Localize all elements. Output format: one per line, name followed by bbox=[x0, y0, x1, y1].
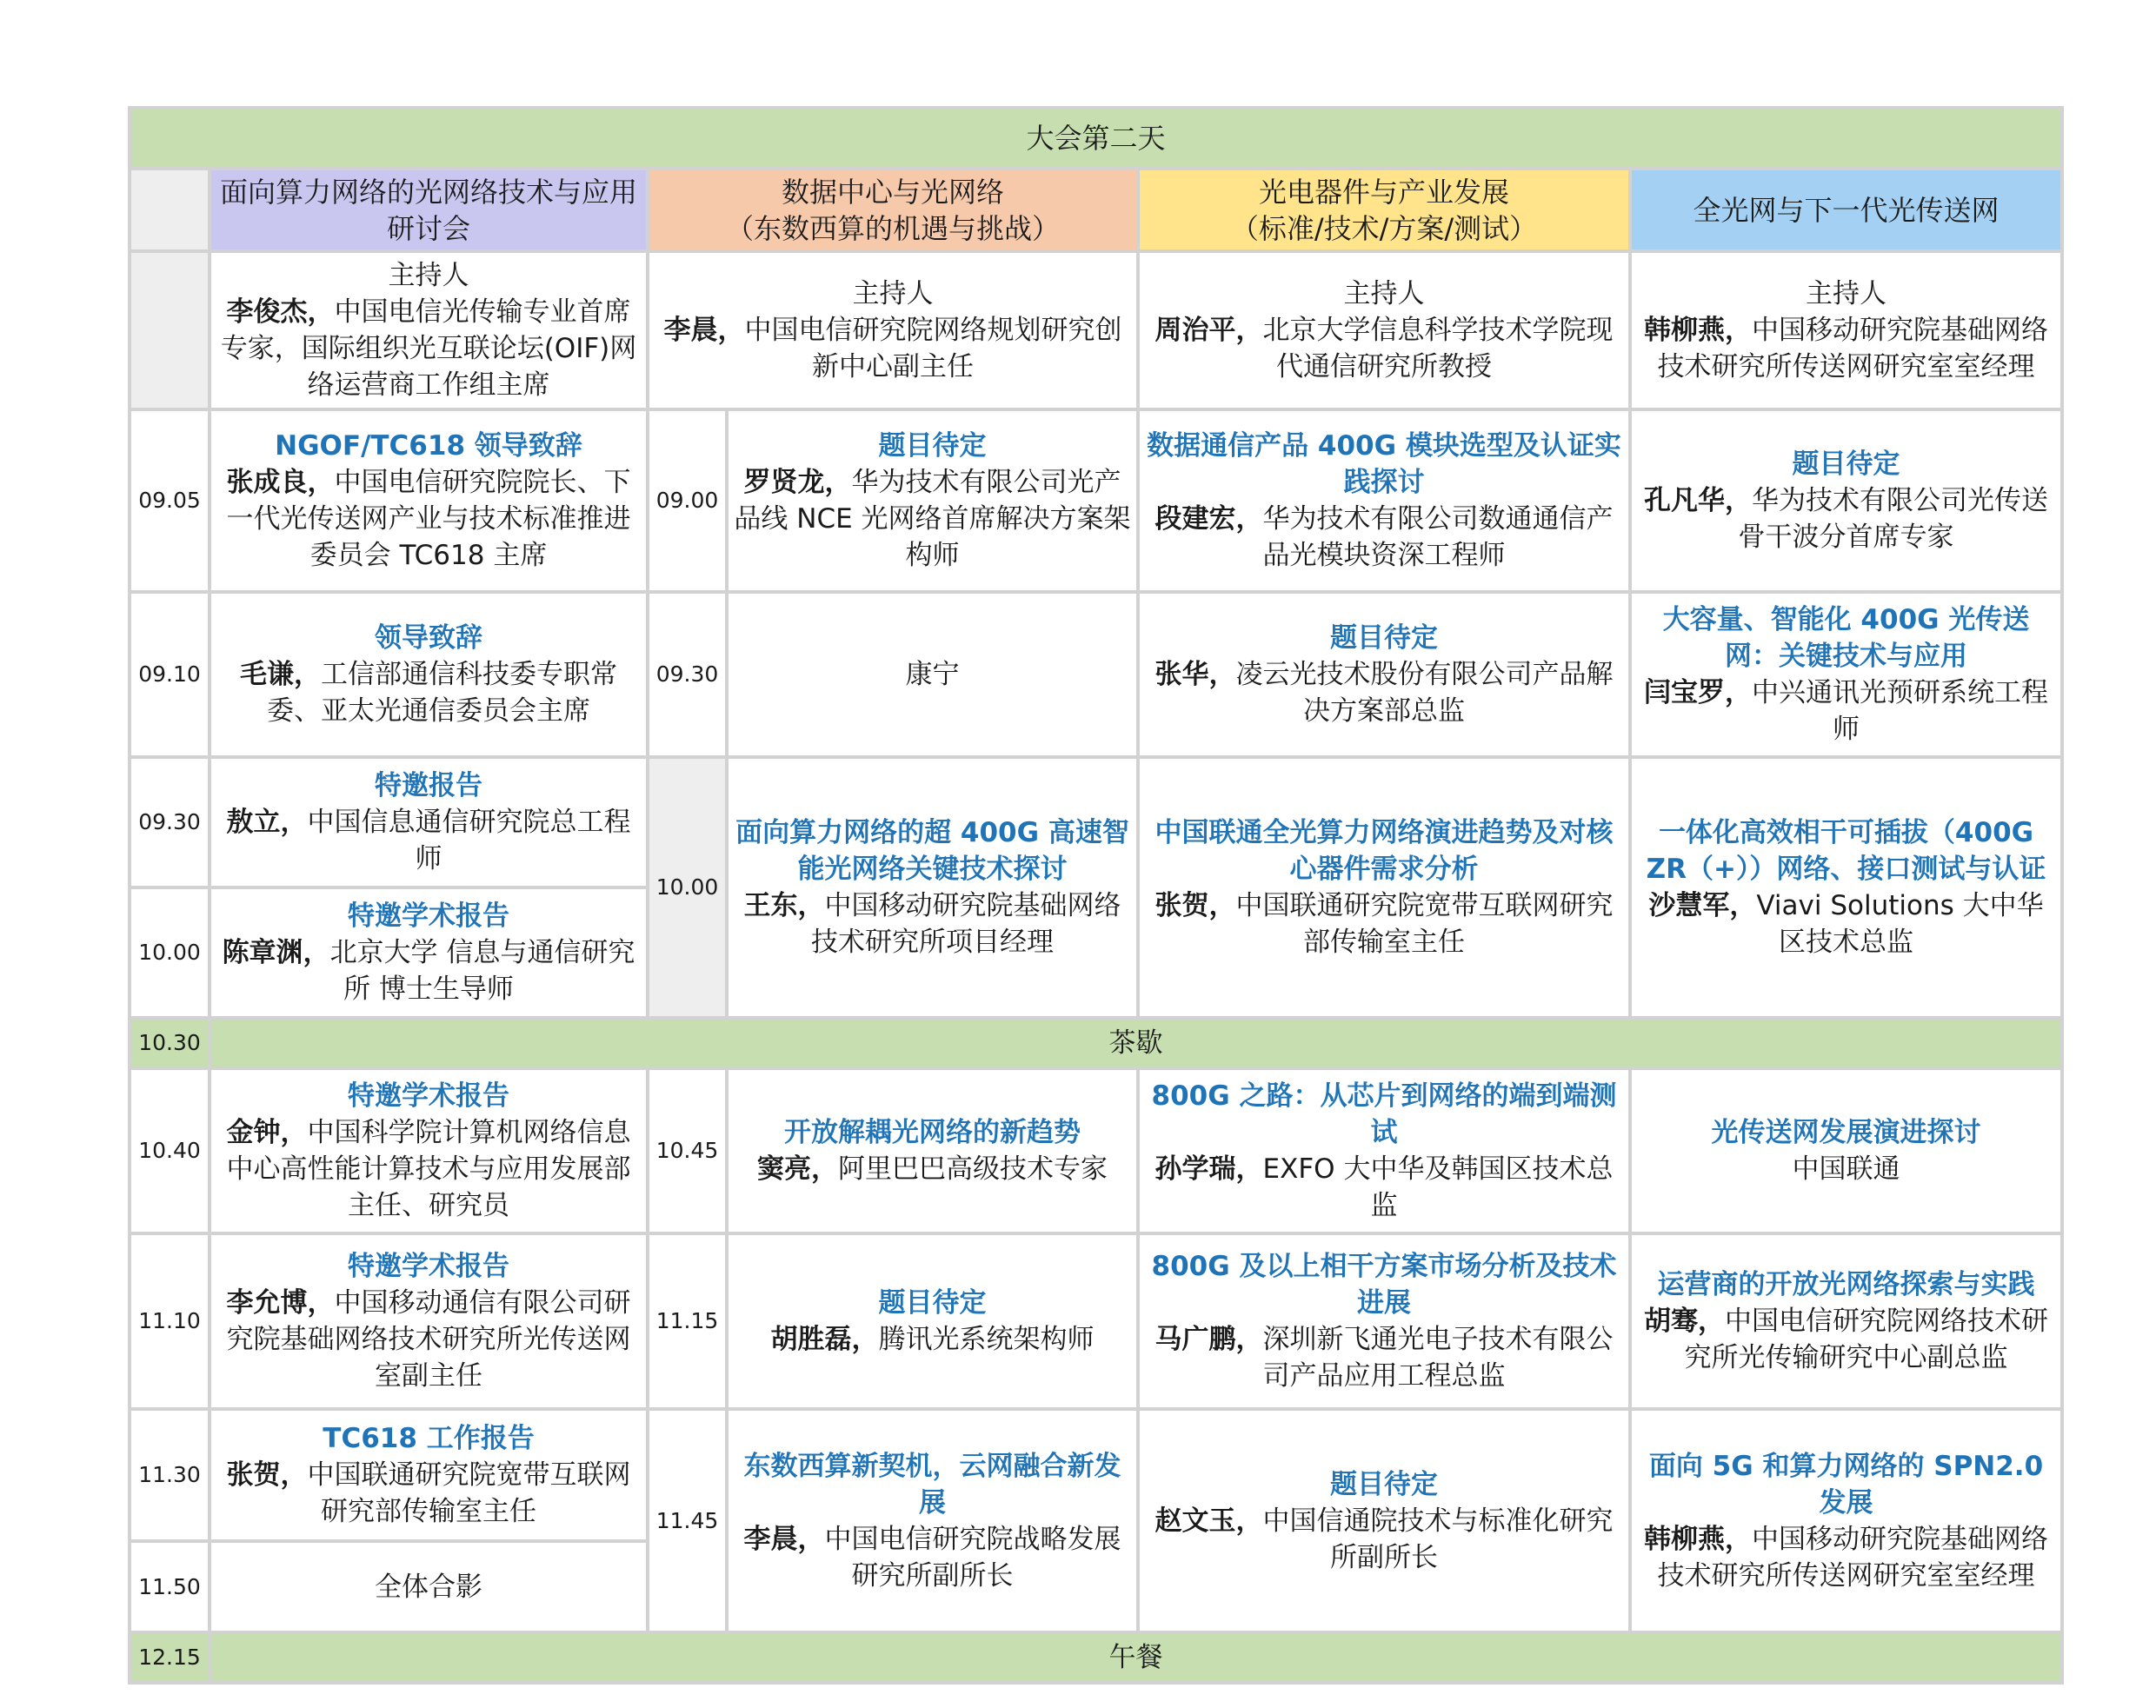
session-title: 特邀学术报告 bbox=[348, 1080, 509, 1112]
session-cell bbox=[210, 1068, 648, 1233]
track-2-header bbox=[648, 169, 1138, 251]
speaker-name: 毛谦， bbox=[240, 659, 321, 690]
session-cell bbox=[1630, 1068, 2062, 1233]
speaker-desc: EXFO 大中华及韩国区技术总监 bbox=[1262, 1153, 1614, 1221]
session-title: TC618 工作报告 bbox=[323, 1423, 535, 1454]
session-title: 东数西算新契机，云网融合新发展 bbox=[743, 1450, 1121, 1519]
time-cell: 11.30 bbox=[130, 1409, 210, 1541]
speaker-name: 马广鹏， bbox=[1155, 1324, 1263, 1355]
host-cell-1 bbox=[210, 251, 648, 409]
time-cell: 11.45 bbox=[648, 1409, 727, 1632]
track-4-label: 全光网与下一代光传送网 bbox=[1693, 193, 2000, 227]
session-cell bbox=[210, 887, 648, 1018]
session-cell bbox=[727, 409, 1138, 592]
lunch-break: 午餐 bbox=[210, 1632, 2062, 1683]
time-cell: 11.50 bbox=[130, 1541, 210, 1632]
session-title: 特邀报告 bbox=[375, 770, 482, 801]
session-cell bbox=[1630, 409, 2062, 592]
speaker-desc: 中国科学院计算机网络信息中心高性能计算技术与应用发展部主任、研究员 bbox=[226, 1117, 631, 1221]
speaker-desc: 腾讯光系统架构师 bbox=[878, 1324, 1095, 1355]
schedule-table bbox=[128, 106, 2064, 1685]
session-title: 题目待定 bbox=[1792, 449, 1900, 480]
host-cell-3 bbox=[1138, 251, 1630, 409]
speaker-name: 窦亮， bbox=[757, 1153, 838, 1185]
track-1-label: 面向算力网络的光网络技术与应用研讨会 bbox=[219, 175, 637, 245]
speaker-name: 孔凡华， bbox=[1644, 485, 1753, 516]
session-title: 特邀学术报告 bbox=[348, 901, 509, 932]
session-cell bbox=[210, 757, 648, 887]
speaker-name: 罗贤龙， bbox=[743, 467, 852, 498]
session-title: 800G 及以上相干方案市场分析及技术进展 bbox=[1151, 1251, 1617, 1319]
session-cell bbox=[210, 592, 648, 757]
session-cell bbox=[210, 409, 648, 592]
speaker-name: 赵文玉， bbox=[1155, 1505, 1263, 1537]
host-cell-4 bbox=[1630, 251, 2062, 409]
track-3-label: 光电器件与产业发展 bbox=[1258, 175, 1509, 209]
speaker-desc: 华为技术有限公司光传送骨干波分首席专家 bbox=[1738, 485, 2049, 553]
track-1-header bbox=[210, 169, 648, 251]
time-header-blank bbox=[130, 169, 210, 251]
session-cell bbox=[727, 1409, 1138, 1632]
session-cell bbox=[1138, 1409, 1630, 1632]
speaker-name: 金钟， bbox=[226, 1117, 308, 1148]
time-cell: 09.10 bbox=[130, 592, 210, 757]
group-photo: 全体合影 bbox=[210, 1541, 648, 1632]
session-cell bbox=[727, 757, 1138, 1018]
session-cell bbox=[1138, 1068, 1630, 1233]
session-title: 中国联通全光算力网络演进趋势及对核心器件需求分析 bbox=[1155, 817, 1614, 885]
speaker-desc: 中国移动研究院基础网络技术研究所项目经理 bbox=[811, 890, 1121, 958]
session-cell bbox=[1630, 1233, 2062, 1409]
host-time-blank bbox=[130, 251, 210, 409]
time-cell: 10.45 bbox=[648, 1068, 727, 1233]
session-title: 领导致辞 bbox=[375, 622, 482, 654]
session-cell bbox=[727, 592, 1138, 757]
time-cell: 09.00 bbox=[648, 409, 727, 592]
session-cell bbox=[1138, 757, 1630, 1018]
session-title: 题目待定 bbox=[1330, 622, 1438, 654]
speaker-desc: 华为技术有限公司光产品线 NCE 光网络首席解决方案架构师 bbox=[734, 467, 1131, 571]
speaker-desc: 华为技术有限公司数通通信产品光模块资深工程师 bbox=[1262, 503, 1614, 571]
speaker-desc: 阿里巴巴高级技术专家 bbox=[838, 1153, 1108, 1185]
host-name: 韩柳燕， bbox=[1644, 315, 1753, 346]
session-title: 开放解耦光网络的新趋势 bbox=[784, 1117, 1081, 1148]
speaker-desc: 中国电信研究院战略发展研究所副所长 bbox=[824, 1523, 1121, 1592]
session-cell bbox=[1630, 1409, 2062, 1632]
speaker-desc: Viavi Solutions 大中华区技术总监 bbox=[1756, 890, 2044, 958]
host-desc: 北京大学信息科学技术学院现代通信研究所教授 bbox=[1262, 315, 1614, 382]
host-label: 主持人 bbox=[852, 278, 934, 309]
time-cell: 09.30 bbox=[648, 592, 727, 757]
session-cell bbox=[727, 1068, 1138, 1233]
speaker-desc: 中国电信研究院网络技术研究所光传输研究中心副总监 bbox=[1684, 1306, 2049, 1373]
speaker-name: 张成良， bbox=[226, 467, 335, 498]
track-3-sub: （标准/技术/方案/测试） bbox=[1230, 211, 1538, 245]
day-title: 大会第二天 bbox=[130, 108, 2062, 169]
session-title: 光传送网发展演进探讨 bbox=[1711, 1117, 1981, 1148]
speaker-desc: 中国移动通信有限公司研究院基础网络技术研究所光传送网室副主任 bbox=[226, 1287, 631, 1392]
session-title: 面向 5G 和算力网络的 SPN2.0 发展 bbox=[1648, 1450, 2044, 1519]
speaker-desc: 中国信通院技术与标准化研究所副所长 bbox=[1262, 1505, 1614, 1573]
time-cell: 11.10 bbox=[130, 1233, 210, 1409]
speaker-name: 沙慧军， bbox=[1648, 890, 1757, 921]
speaker-desc: 北京大学 信息与通信研究所 博士生导师 bbox=[329, 937, 635, 1005]
time-cell: 10.00 bbox=[648, 757, 727, 1018]
session-title: 特邀学术报告 bbox=[348, 1251, 509, 1282]
track-4-header bbox=[1630, 169, 2062, 251]
session-title: 800G 之路：从芯片到网络的端到端测试 bbox=[1151, 1080, 1617, 1148]
session-title: 题目待定 bbox=[878, 430, 987, 462]
speaker-desc: 凌云光技术股份有限公司产品解决方案部总监 bbox=[1235, 659, 1614, 727]
time-cell: 10.00 bbox=[130, 887, 210, 1018]
session-cell bbox=[1138, 1233, 1630, 1409]
speaker-desc: 中国联通研究院宽带互联网研究部传输室主任 bbox=[307, 1459, 631, 1527]
host-label: 主持人 bbox=[1343, 278, 1425, 309]
sponsor-name: 康宁 bbox=[905, 659, 960, 690]
break-time: 10.30 bbox=[130, 1018, 210, 1068]
track-2-sub: （东数西算的机遇与挑战） bbox=[725, 211, 1060, 245]
tea-break: 茶歇 bbox=[210, 1018, 2062, 1068]
speaker-name: 陈章渊， bbox=[222, 937, 330, 968]
speaker-name: 段建宏， bbox=[1155, 503, 1263, 535]
speaker-name: 张贺， bbox=[1155, 890, 1236, 921]
schedule-sheet bbox=[128, 106, 2060, 1682]
speaker-name: 韩柳燕， bbox=[1644, 1523, 1753, 1555]
speaker-name: 张华， bbox=[1155, 659, 1236, 690]
time-cell: 09.05 bbox=[130, 409, 210, 592]
host-label: 主持人 bbox=[1806, 278, 1887, 309]
speaker-name: 李晨， bbox=[743, 1523, 825, 1555]
speaker-desc: 中国移动研究院基础网络技术研究所传送网研究室室经理 bbox=[1657, 1523, 2049, 1592]
speaker-name: 孙学瑞， bbox=[1155, 1153, 1263, 1185]
session-cell bbox=[210, 1233, 648, 1409]
session-title: 一体化高效相干可插拔（400G ZR（+））网络、接口测试与认证 bbox=[1646, 817, 2046, 885]
session-title: NGOF/TC618 领导致辞 bbox=[275, 430, 582, 462]
session-cell bbox=[727, 1233, 1138, 1409]
session-cell bbox=[1630, 757, 2062, 1018]
host-label: 主持人 bbox=[388, 260, 469, 291]
session-title: 数据通信产品 400G 模块选型及认证实践探讨 bbox=[1147, 430, 1621, 498]
session-title: 题目待定 bbox=[1330, 1468, 1438, 1500]
time-cell: 10.40 bbox=[130, 1068, 210, 1233]
host-desc: 中国电信研究院网络规划研究创新中心副主任 bbox=[744, 315, 1122, 382]
speaker-name: 张贺， bbox=[226, 1459, 308, 1491]
host-desc: 中国电信光传输专业首席专家，国际组织光互联论坛(OIF)网络运营商工作组主席 bbox=[220, 296, 637, 401]
session-cell bbox=[1138, 592, 1630, 757]
session-cell bbox=[210, 1409, 648, 1541]
session-cell bbox=[1138, 409, 1630, 592]
speaker-desc: 中国信息通信研究院总工程师 bbox=[307, 807, 631, 874]
track-2-label: 数据中心与光网络 bbox=[781, 175, 1004, 209]
session-cell bbox=[1630, 592, 2062, 757]
speaker-name: 闫宝罗， bbox=[1644, 677, 1753, 708]
speaker-name: 胡胜磊， bbox=[770, 1324, 879, 1355]
speaker-name: 王东， bbox=[743, 890, 825, 921]
speaker-desc: 中国电信研究院院长、下一代光传送网产业与技术标准推进委员会 TC618 主席 bbox=[226, 467, 631, 571]
speaker-name: 李允博， bbox=[226, 1287, 335, 1319]
host-name: 周治平， bbox=[1155, 315, 1263, 346]
host-name: 李晨， bbox=[663, 315, 745, 346]
speaker-desc: 中兴通讯光预研系统工程师 bbox=[1752, 677, 2049, 745]
session-title: 运营商的开放光网络探索与实践 bbox=[1657, 1269, 2035, 1300]
session-title: 面向算力网络的超 400G 高速智能光网络关键技术探讨 bbox=[735, 817, 1129, 885]
speaker-name: 胡骞， bbox=[1644, 1306, 1726, 1337]
host-cell-2 bbox=[648, 251, 1138, 409]
host-name: 李俊杰， bbox=[226, 296, 335, 328]
time-cell: 09.30 bbox=[130, 757, 210, 887]
speaker-desc: 中国联通 bbox=[1792, 1153, 1900, 1185]
speaker-desc: 工信部通信科技委专职常委、亚太光通信委员会主席 bbox=[267, 659, 617, 727]
session-title: 题目待定 bbox=[878, 1287, 987, 1319]
speaker-name: 敖立， bbox=[226, 807, 308, 838]
speaker-desc: 中国联通研究院宽带互联网研究部传输室主任 bbox=[1235, 890, 1614, 958]
host-desc: 中国移动研究院基础网络技术研究所传送网研究室室经理 bbox=[1657, 315, 2049, 382]
time-cell: 11.15 bbox=[648, 1233, 727, 1409]
track-3-header bbox=[1138, 169, 1630, 251]
session-title: 大容量、智能化 400G 光传送网：关键技术与应用 bbox=[1662, 604, 2030, 672]
speaker-desc: 深圳新飞通光电子技术有限公司产品应用工程总监 bbox=[1262, 1324, 1614, 1392]
break-time: 12.15 bbox=[130, 1632, 210, 1683]
